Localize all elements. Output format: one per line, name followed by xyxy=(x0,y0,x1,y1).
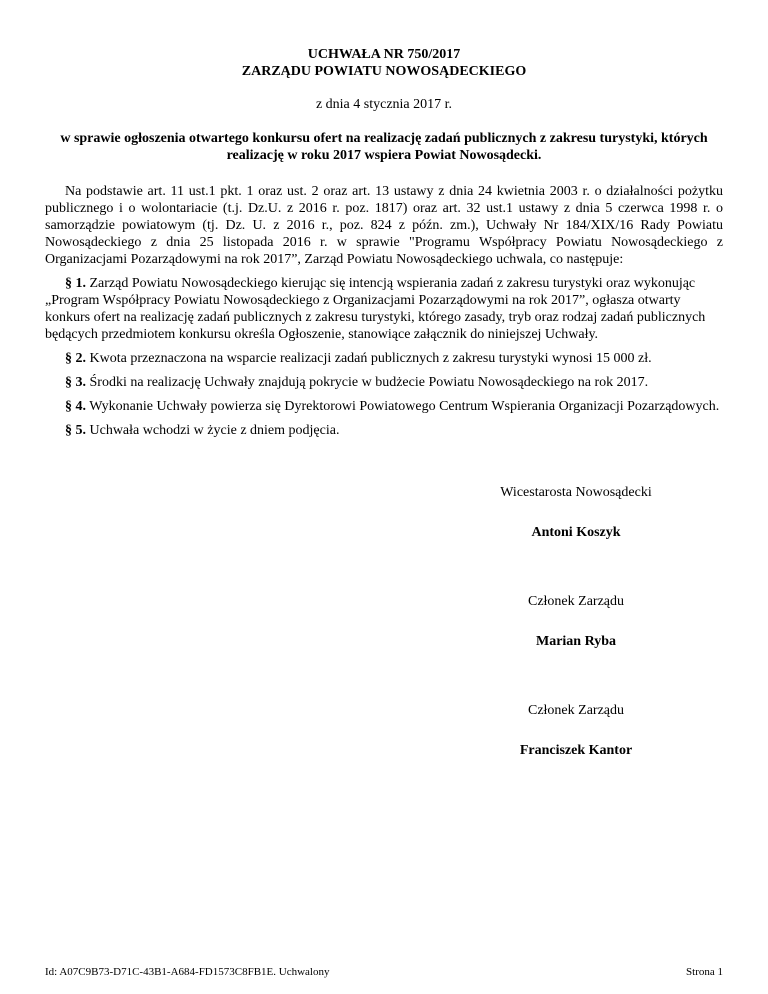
paragraph-number: § 1. xyxy=(65,276,86,291)
paragraph-number: § 3. xyxy=(65,375,86,390)
resolution-issuer: ZARZĄDU POWIATU NOWOSĄDECKIEGO xyxy=(241,64,527,79)
paragraph-4 xyxy=(45,398,723,415)
paragraph-number: § 5. xyxy=(65,423,86,438)
paragraph-text: Zarząd Powiatu Nowosądeckiego kierując się intencją wspierania zadań z zakresu turystyki oraz wykonując „Program Współpracy Powiatu Nowosądeckiego z Organizacjami Pozarządowymi na rok 2017”, ogłasza otwarty konkurs ofert na realizację zadań publicznych z zakresu turystyki, którego zasady, tryb oraz rodzaj zadań publicznych będących przedmiotem konkursu określa Ogłoszenie, stanowiące załącznik do niniejszej Uchwały. xyxy=(45,276,706,342)
paragraph-text: Wykonanie Uchwały powierza się Dyrektorowi Powiatowego Centrum Wspierania Organizacji Pozarządowych. xyxy=(86,399,720,414)
signature-block-2 xyxy=(384,593,768,650)
signatory-name: Franciszek Kantor xyxy=(519,743,633,758)
signatory-name: Antoni Koszyk xyxy=(531,525,621,540)
date-header xyxy=(0,96,768,113)
paragraph-number: § 4. xyxy=(65,399,86,414)
document-header xyxy=(0,46,768,80)
document-body xyxy=(45,183,723,439)
page-number-footer: Strona 1 xyxy=(686,966,723,978)
paragraph-text: Kwota przeznaczona na wsparcie realizacji zadań publicznych z zakresu turystyki wynosi 15 000 zł. xyxy=(86,351,652,366)
signatory-role: Wicestarosta Nowosądecki xyxy=(500,485,652,500)
paragraph-text: Środki na realizację Uchwały znajdują pokrycie w budżecie Powiatu Nowosądeckiego na rok 2017. xyxy=(86,375,649,390)
preamble: Na podstawie art. 11 ust.1 pkt. 1 oraz ust. 2 oraz art. 13 ustawy z dnia 24 kwietnia 2003 r. o działalności pożytku publicznego i o wolontariacie (t.j. Dz.U. z 2016 r. poz. 1817) oraz art. 32 ust.1 ustawy z dnia 5 czerwca 1998 r. o samorządzie powiatowym (tj. Dz. U. z 2016 r., poz. 824 z późn. zm.), Uchwały Nr 184/XIX/16 Rady Powiatu Nowosądeckiego z dnia 25 listopada 2016 r. w sprawie "Programu Współpracy Powiatu Nowosądeckiego z Organizacjami Pozarządowymi na rok 2017”, Zarząd Powiatu Nowosądeckiego uchwala, co następuje: xyxy=(45,184,723,267)
paragraph-3 xyxy=(45,374,723,391)
paragraph-5 xyxy=(45,422,723,439)
signature-block-3 xyxy=(384,702,768,759)
signatory-role: Członek Zarządu xyxy=(527,703,624,718)
paragraph-2 xyxy=(45,350,723,367)
resolution-title: UCHWAŁA NR 750/2017 xyxy=(307,47,461,62)
resolution-date: z dnia 4 stycznia 2017 r. xyxy=(315,97,453,112)
resolution-subject: w sprawie ogłoszenia otwartego konkursu ofert na realizację zadań publicznych z zakresu turystyki, których realizację w roku 2017 wspiera Powiat Nowosądecki. xyxy=(60,131,708,163)
paragraph-number: § 2. xyxy=(65,351,86,366)
signature-block-1 xyxy=(384,484,768,541)
paragraph-1 xyxy=(45,275,723,343)
signatory-role: Członek Zarządu xyxy=(527,594,624,609)
signatory-name: Marian Ryba xyxy=(535,634,616,649)
document-id-footer: Id: A07C9B73-D71C-43B1-A684-FD1573C8FB1E. Uchwalony xyxy=(45,966,330,978)
paragraph-text: Uchwała wchodzi w życie z dniem podjęcia. xyxy=(86,423,340,438)
